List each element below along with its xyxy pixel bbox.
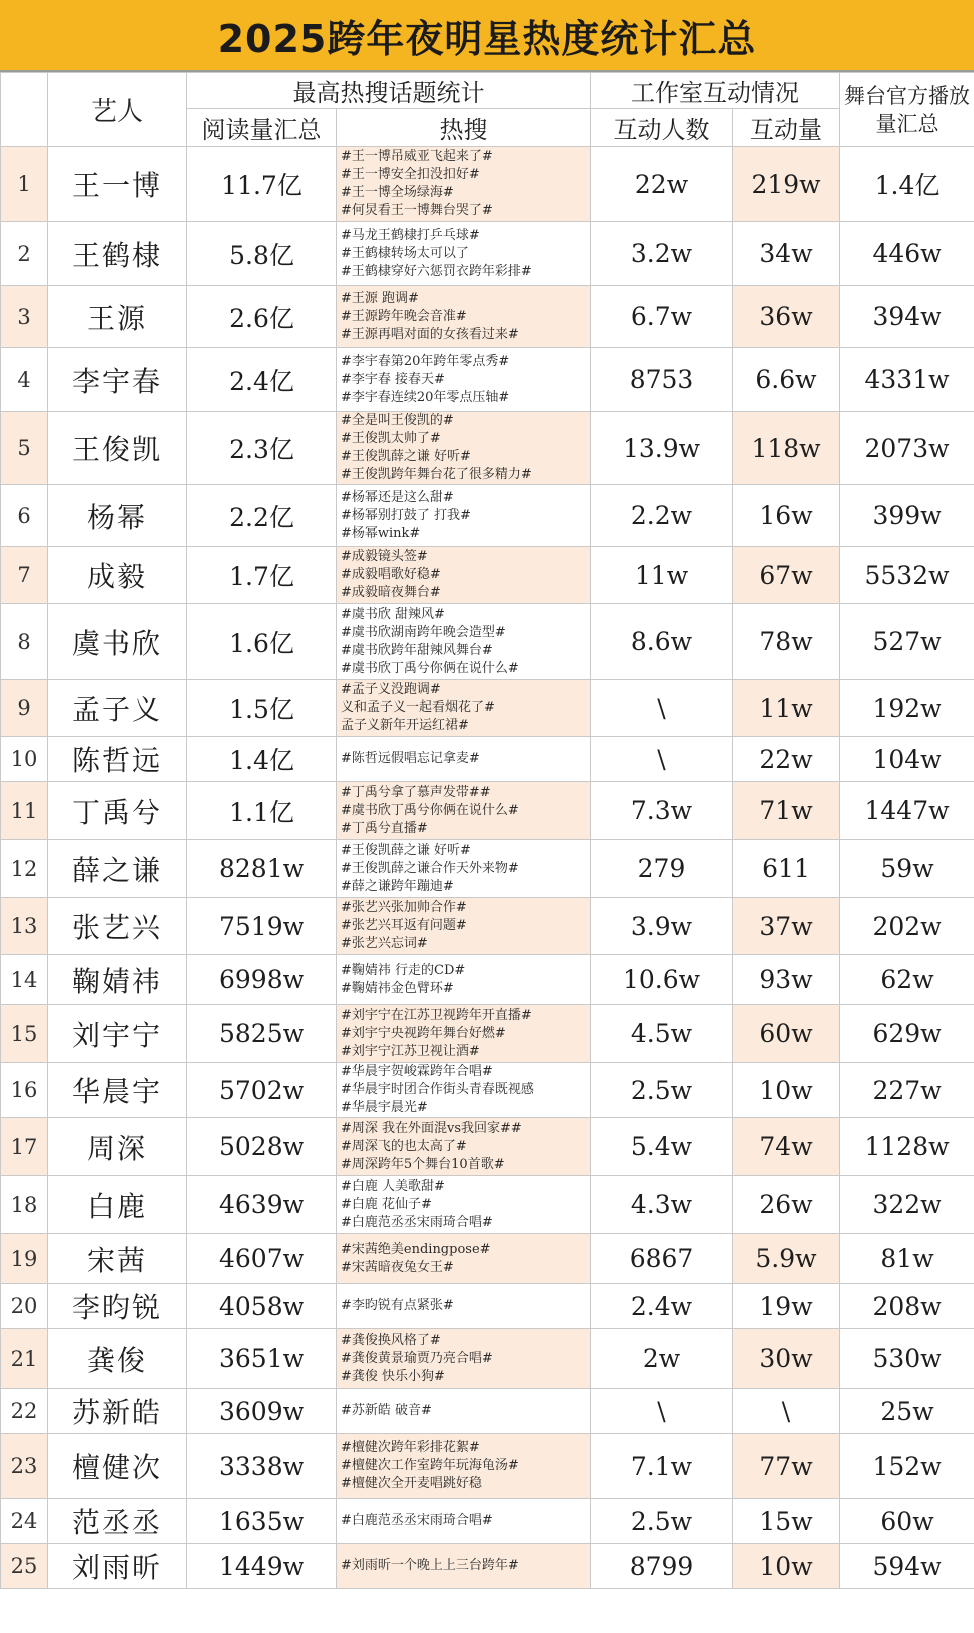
artist-name-cell: 丁禹兮: [48, 782, 187, 840]
artist-name-cell: 虞书欣: [48, 604, 187, 680]
hot-search-topic: #何炅看王一博舞台哭了#: [341, 203, 493, 218]
artist-name-cell: 刘雨昕: [48, 1544, 187, 1589]
stage-play-cell: 446w: [840, 222, 974, 286]
interaction-people-cell: 13.9w: [591, 412, 733, 485]
stage-play-cell: 227w: [840, 1063, 974, 1118]
hot-search-topic: #全是叫王俊凯的#: [341, 413, 454, 428]
hot-search-topic: #白鹿范丞丞宋雨琦合唱#: [341, 1214, 493, 1230]
hot-search-cell: [337, 840, 591, 898]
hot-search-topic: #薛之谦跨年蹦迪#: [341, 878, 454, 894]
hot-search-topic: #鞠婧祎金色臂环#: [341, 980, 454, 996]
hot-search-topic: #王俊凯薛之谦合作天外来物#: [341, 860, 519, 876]
rank-cell: 15: [1, 1005, 48, 1063]
rank-cell: 22: [1, 1389, 48, 1434]
stage-play-cell: 1128w: [840, 1118, 974, 1176]
stage-play-cell: 322w: [840, 1176, 974, 1234]
read-total-cell: 1449w: [187, 1544, 337, 1589]
hot-search-cell: [337, 1329, 591, 1389]
table-row: [1, 955, 974, 1005]
stage-play-cell: 152w: [840, 1434, 974, 1499]
header-hot-search: 热搜: [337, 109, 591, 147]
read-total-cell: 1.1亿: [187, 782, 337, 840]
interaction-people-cell: 279: [591, 840, 733, 898]
rank-cell: 9: [1, 680, 48, 737]
stage-play-cell: 527w: [840, 604, 974, 680]
interaction-volume-cell: 37w: [733, 898, 840, 955]
artist-name-cell: 白鹿: [48, 1176, 187, 1234]
interaction-volume-cell: 611: [733, 840, 840, 898]
table-body: [1, 147, 974, 1589]
hot-search-topic: #刘宇宁在江苏卫视跨年开直播#: [341, 1007, 532, 1023]
stats-table: [0, 72, 974, 1589]
stage-play-cell: 1447w: [840, 782, 974, 840]
hot-search-cell: [337, 1499, 591, 1544]
table-header: [1, 73, 974, 147]
artist-name-cell: 王俊凯: [48, 412, 187, 485]
rank-cell: 1: [1, 147, 48, 222]
hot-search-topic: #虞书欣湖南跨年晚会造型#: [341, 624, 506, 640]
stage-play-cell: 192w: [840, 680, 974, 737]
hot-search-topic: #王俊凯跨年舞台花了很多精力#: [341, 467, 532, 482]
hot-search-topic: #虞书欣丁禹兮你俩在说什么#: [341, 660, 519, 676]
hot-search-cell: [337, 547, 591, 604]
artist-name-cell: 华晨宇: [48, 1063, 187, 1118]
interaction-volume-cell: 6.6w: [733, 348, 840, 412]
stage-play-cell: 208w: [840, 1284, 974, 1329]
hot-search-topic: #王一博吊威亚飞起来了#: [341, 149, 493, 164]
read-total-cell: 2.4亿: [187, 348, 337, 412]
hot-search-topic: #虞书欣跨年甜辣风舞台#: [341, 642, 493, 658]
read-total-cell: 5702w: [187, 1063, 337, 1118]
hot-search-cell: [337, 147, 591, 222]
table-row: [1, 680, 974, 737]
interaction-volume-cell: 22w: [733, 737, 840, 782]
table-row: [1, 840, 974, 898]
read-total-cell: 1.7亿: [187, 547, 337, 604]
interaction-people-cell: \: [591, 1389, 733, 1434]
interaction-people-cell: 2.2w: [591, 485, 733, 547]
hot-search-topic: #龚俊黄景瑜贾乃亮合唱#: [341, 1350, 493, 1366]
header-group-studio: 工作室互动情况: [591, 73, 840, 109]
read-total-cell: 2.6亿: [187, 286, 337, 348]
header-rank: [1, 73, 48, 147]
hot-search-topic: #杨幂还是这么甜#: [341, 489, 454, 505]
read-total-cell: 4058w: [187, 1284, 337, 1329]
interaction-volume-cell: 219w: [733, 147, 840, 222]
read-total-cell: 2.3亿: [187, 412, 337, 485]
hot-search-topic: #丁禹兮直播#: [341, 820, 428, 836]
interaction-volume-cell: 78w: [733, 604, 840, 680]
interaction-volume-cell: 10w: [733, 1544, 840, 1589]
table-row: [1, 485, 974, 547]
stage-play-cell: 399w: [840, 485, 974, 547]
read-total-cell: 5028w: [187, 1118, 337, 1176]
artist-name-cell: 张艺兴: [48, 898, 187, 955]
interaction-people-cell: 7.3w: [591, 782, 733, 840]
hot-search-cell: [337, 680, 591, 737]
stage-play-cell: 202w: [840, 898, 974, 955]
rank-cell: 11: [1, 782, 48, 840]
hot-search-cell: [337, 348, 591, 412]
rank-cell: 13: [1, 898, 48, 955]
hot-search-cell: [337, 1063, 591, 1118]
interaction-volume-cell: 93w: [733, 955, 840, 1005]
table-row: [1, 1284, 974, 1329]
interaction-people-cell: 11w: [591, 547, 733, 604]
interaction-volume-cell: 10w: [733, 1063, 840, 1118]
hot-search-topic: #虞书欣丁禹兮你俩在说什么#: [341, 802, 519, 818]
table-row: [1, 1329, 974, 1389]
hot-search-topic: #成毅镜头签#: [341, 549, 428, 564]
read-total-cell: 4607w: [187, 1234, 337, 1284]
table-row: [1, 222, 974, 286]
read-total-cell: 3338w: [187, 1434, 337, 1499]
hot-search-topic: #宋茜暗夜兔女王#: [341, 1259, 454, 1275]
table-row: [1, 1434, 974, 1499]
hot-search-cell: [337, 485, 591, 547]
stage-play-cell: 5532w: [840, 547, 974, 604]
interaction-people-cell: 22w: [591, 147, 733, 222]
read-total-cell: 3609w: [187, 1389, 337, 1434]
hot-search-cell: [337, 1176, 591, 1234]
rank-cell: 18: [1, 1176, 48, 1234]
rank-cell: 6: [1, 485, 48, 547]
interaction-volume-cell: 34w: [733, 222, 840, 286]
hot-search-topic: #杨幂别打鼓了 打我#: [341, 507, 471, 523]
table-row: [1, 1234, 974, 1284]
interaction-volume-cell: 71w: [733, 782, 840, 840]
hot-search-topic: 孟子义新年开运红裙#: [341, 718, 469, 733]
hot-search-topic: #王一博全场绿海#: [341, 185, 454, 200]
hot-search-cell: [337, 898, 591, 955]
interaction-volume-cell: 77w: [733, 1434, 840, 1499]
stage-play-cell: 530w: [840, 1329, 974, 1389]
hot-search-topic: #张艺兴忘词#: [341, 936, 428, 951]
read-total-cell: 8281w: [187, 840, 337, 898]
read-total-cell: 7519w: [187, 898, 337, 955]
stage-play-cell: 594w: [840, 1544, 974, 1589]
stage-play-cell: 59w: [840, 840, 974, 898]
stage-play-cell: 4331w: [840, 348, 974, 412]
read-total-cell: 2.2亿: [187, 485, 337, 547]
read-total-cell: 6998w: [187, 955, 337, 1005]
hot-search-topic: #白鹿 人美歌甜#: [341, 1178, 445, 1194]
read-total-cell: 1.5亿: [187, 680, 337, 737]
rank-cell: 24: [1, 1499, 48, 1544]
hot-search-topic: #杨幂wink#: [341, 525, 421, 541]
rank-cell: 19: [1, 1234, 48, 1284]
artist-name-cell: 李昀锐: [48, 1284, 187, 1329]
artist-name-cell: 檀健次: [48, 1434, 187, 1499]
hot-search-topic: #宋茜绝美endingpose#: [341, 1241, 491, 1257]
hot-search-topic: #王源再唱对面的女孩看过来#: [341, 326, 519, 342]
rank-cell: 12: [1, 840, 48, 898]
header-read-total: 阅读量汇总: [187, 109, 337, 147]
table-row: [1, 898, 974, 955]
hot-search-topic: #张艺兴耳返有问题#: [341, 918, 467, 933]
rank-cell: 10: [1, 737, 48, 782]
interaction-people-cell: \: [591, 737, 733, 782]
hot-search-topic: #孟子义没跑调#: [341, 682, 441, 697]
hot-search-cell: [337, 1389, 591, 1434]
artist-name-cell: 宋茜: [48, 1234, 187, 1284]
table-row: [1, 1544, 974, 1589]
interaction-people-cell: 6.7w: [591, 286, 733, 348]
interaction-people-cell: 8753: [591, 348, 733, 412]
hot-search-topic: #虞书欣 甜辣风#: [341, 606, 445, 622]
artist-name-cell: 范丞丞: [48, 1499, 187, 1544]
interaction-people-cell: 6867: [591, 1234, 733, 1284]
hot-search-topic: #刘雨昕一个晚上上三台跨年#: [341, 1558, 519, 1573]
table-row: [1, 604, 974, 680]
hot-search-topic: #苏新皓 破音#: [341, 1403, 432, 1418]
interaction-people-cell: 4.5w: [591, 1005, 733, 1063]
artist-name-cell: 王源: [48, 286, 187, 348]
hot-search-topic: #华晨宇贺峻霖跨年合唱#: [341, 1064, 493, 1079]
read-total-cell: 1.6亿: [187, 604, 337, 680]
hot-search-topic: #王鹤棣转场太可以了: [341, 245, 469, 261]
interaction-people-cell: 7.1w: [591, 1434, 733, 1499]
interaction-people-cell: 4.3w: [591, 1176, 733, 1234]
hot-search-topic: #张艺兴张加帅合作#: [341, 900, 467, 915]
stage-play-cell: 62w: [840, 955, 974, 1005]
hot-search-topic: #王源跨年晚会音准#: [341, 308, 467, 324]
hot-search-topic: #成毅唱歌好稳#: [341, 567, 441, 582]
hot-search-topic: 义和孟子义一起看烟花了#: [341, 700, 495, 715]
hot-search-cell: [337, 737, 591, 782]
table-row: [1, 1063, 974, 1118]
hot-search-topic: #白鹿 花仙子#: [341, 1196, 432, 1212]
stage-play-cell: 394w: [840, 286, 974, 348]
hot-search-topic: #龚俊换风格了#: [341, 1332, 441, 1348]
hot-search-cell: [337, 412, 591, 485]
artist-name-cell: 李宇春: [48, 348, 187, 412]
read-total-cell: 3651w: [187, 1329, 337, 1389]
read-total-cell: 1635w: [187, 1499, 337, 1544]
artist-name-cell: 刘宇宁: [48, 1005, 187, 1063]
rank-cell: 5: [1, 412, 48, 485]
hot-search-cell: [337, 286, 591, 348]
interaction-volume-cell: 36w: [733, 286, 840, 348]
rank-cell: 21: [1, 1329, 48, 1389]
interaction-volume-cell: 26w: [733, 1176, 840, 1234]
hot-search-topic: #李昀锐有点紧张#: [341, 1298, 454, 1313]
stage-play-cell: 60w: [840, 1499, 974, 1544]
hot-search-topic: #王一博安全扣没扣好#: [341, 167, 480, 182]
hot-search-topic: #陈哲远假唱忘记拿麦#: [341, 751, 480, 766]
hot-search-topic: #华晨宇时团合作街头青春既视感: [341, 1082, 534, 1097]
table-row: [1, 1118, 974, 1176]
hot-search-topic: #檀健次全开麦唱跳好稳: [341, 1476, 482, 1491]
stage-play-cell: 81w: [840, 1234, 974, 1284]
artist-name-cell: 苏新皓: [48, 1389, 187, 1434]
table-row: [1, 286, 974, 348]
table-row: [1, 782, 974, 840]
interaction-volume-cell: 74w: [733, 1118, 840, 1176]
read-total-cell: 11.7亿: [187, 147, 337, 222]
artist-name-cell: 周深: [48, 1118, 187, 1176]
table-row: [1, 1389, 974, 1434]
hot-search-topic: #成毅暗夜舞台#: [341, 585, 441, 600]
hot-search-topic: #白鹿范丞丞宋雨琦合唱#: [341, 1513, 493, 1528]
hot-search-topic: #刘宇宁央视跨年舞台好燃#: [341, 1025, 506, 1041]
interaction-volume-cell: 60w: [733, 1005, 840, 1063]
artist-name-cell: 陈哲远: [48, 737, 187, 782]
hot-search-topic: #檀健次工作室跨年玩海龟汤#: [341, 1458, 519, 1473]
interaction-people-cell: 3.2w: [591, 222, 733, 286]
hot-search-cell: [337, 1544, 591, 1589]
artist-name-cell: 薛之谦: [48, 840, 187, 898]
artist-name-cell: 成毅: [48, 547, 187, 604]
read-total-cell: 5.8亿: [187, 222, 337, 286]
rank-cell: 3: [1, 286, 48, 348]
rank-cell: 20: [1, 1284, 48, 1329]
hot-search-cell: [337, 1234, 591, 1284]
header-stage-play: 舞台官方播放量汇总: [840, 73, 974, 147]
interaction-people-cell: \: [591, 680, 733, 737]
interaction-volume-cell: \: [733, 1389, 840, 1434]
hot-search-topic: #王俊凯太帅了#: [341, 431, 441, 446]
interaction-volume-cell: 30w: [733, 1329, 840, 1389]
hot-search-topic: #刘宇宁江苏卫视让酒#: [341, 1043, 480, 1059]
artist-name-cell: 王鹤棣: [48, 222, 187, 286]
interaction-people-cell: 2w: [591, 1329, 733, 1389]
stage-play-cell: 104w: [840, 737, 974, 782]
hot-search-cell: [337, 1434, 591, 1499]
hot-search-topic: #丁禹兮拿了慕声发带##: [341, 784, 491, 800]
rank-cell: 2: [1, 222, 48, 286]
table-row: [1, 1005, 974, 1063]
table-row: [1, 547, 974, 604]
table-row: [1, 147, 974, 222]
table-row: [1, 737, 974, 782]
rank-cell: 25: [1, 1544, 48, 1589]
interaction-people-cell: 5.4w: [591, 1118, 733, 1176]
rank-cell: 4: [1, 348, 48, 412]
hot-search-topic: #王俊凯薛之谦 好听#: [341, 842, 471, 858]
hot-search-topic: #周深跨年5个舞台10首歌#: [341, 1156, 505, 1172]
hot-search-cell: [337, 1118, 591, 1176]
rank-cell: 14: [1, 955, 48, 1005]
hot-search-topic: #李宇春连续20年零点压轴#: [341, 389, 510, 405]
read-total-cell: 5825w: [187, 1005, 337, 1063]
interaction-people-cell: 3.9w: [591, 898, 733, 955]
artist-name-cell: 孟子义: [48, 680, 187, 737]
header-interaction-volume: 互动量: [733, 109, 840, 147]
hot-search-topic: #王俊凯薛之谦 好听#: [341, 449, 471, 464]
interaction-people-cell: 2.5w: [591, 1499, 733, 1544]
table-row: [1, 1499, 974, 1544]
artist-name-cell: 龚俊: [48, 1329, 187, 1389]
interaction-volume-cell: 5.9w: [733, 1234, 840, 1284]
hot-search-topic: #鞠婧祎 行走的CD#: [341, 962, 466, 978]
hot-search-topic: #王源 跑调#: [341, 290, 419, 306]
artist-name-cell: 王一博: [48, 147, 187, 222]
table-row: [1, 412, 974, 485]
header-interaction-people: 互动人数: [591, 109, 733, 147]
stage-play-cell: 25w: [840, 1389, 974, 1434]
interaction-volume-cell: 15w: [733, 1499, 840, 1544]
hot-search-cell: [337, 604, 591, 680]
interaction-people-cell: 2.4w: [591, 1284, 733, 1329]
hot-search-cell: [337, 222, 591, 286]
hot-search-cell: [337, 782, 591, 840]
interaction-volume-cell: 19w: [733, 1284, 840, 1329]
interaction-volume-cell: 16w: [733, 485, 840, 547]
rank-cell: 23: [1, 1434, 48, 1499]
table-row: [1, 348, 974, 412]
interaction-volume-cell: 118w: [733, 412, 840, 485]
page-title: 2025跨年夜明星热度统计汇总: [0, 0, 974, 72]
rank-cell: 8: [1, 604, 48, 680]
stage-play-cell: 629w: [840, 1005, 974, 1063]
hot-search-topic: #华晨宇晨光#: [341, 1100, 428, 1115]
rank-cell: 7: [1, 547, 48, 604]
hot-search-topic: #李宇春 接春天#: [341, 371, 445, 387]
hot-search-topic: #龚俊 快乐小狗#: [341, 1368, 445, 1384]
read-total-cell: 4639w: [187, 1176, 337, 1234]
hot-search-cell: [337, 1284, 591, 1329]
rank-cell: 17: [1, 1118, 48, 1176]
table-row: [1, 1176, 974, 1234]
interaction-volume-cell: 11w: [733, 680, 840, 737]
interaction-people-cell: 8799: [591, 1544, 733, 1589]
hot-search-topic: #李宇春第20年跨年零点秀#: [341, 353, 510, 369]
hot-search-topic: #马龙王鹤棣打乒乓球#: [341, 227, 480, 243]
interaction-people-cell: 8.6w: [591, 604, 733, 680]
stage-play-cell: 2073w: [840, 412, 974, 485]
rank-cell: 16: [1, 1063, 48, 1118]
header-group-hot-search: 最高热搜话题统计: [187, 73, 591, 109]
header-artist: 艺人: [48, 73, 187, 147]
read-total-cell: 1.4亿: [187, 737, 337, 782]
hot-search-topic: #王鹤棣穿好六惩罚衣跨年彩排#: [341, 263, 532, 279]
hot-search-topic: #周深 我在外面混vs我回家##: [341, 1120, 522, 1136]
hot-search-cell: [337, 1005, 591, 1063]
hot-search-topic: #周深飞的也太高了#: [341, 1138, 467, 1154]
artist-name-cell: 杨幂: [48, 485, 187, 547]
stage-play-cell: 1.4亿: [840, 147, 974, 222]
artist-name-cell: 鞠婧祎: [48, 955, 187, 1005]
interaction-volume-cell: 67w: [733, 547, 840, 604]
hot-search-topic: #檀健次跨年彩排花絮#: [341, 1440, 480, 1455]
interaction-people-cell: 2.5w: [591, 1063, 733, 1118]
hot-search-cell: [337, 955, 591, 1005]
interaction-people-cell: 10.6w: [591, 955, 733, 1005]
